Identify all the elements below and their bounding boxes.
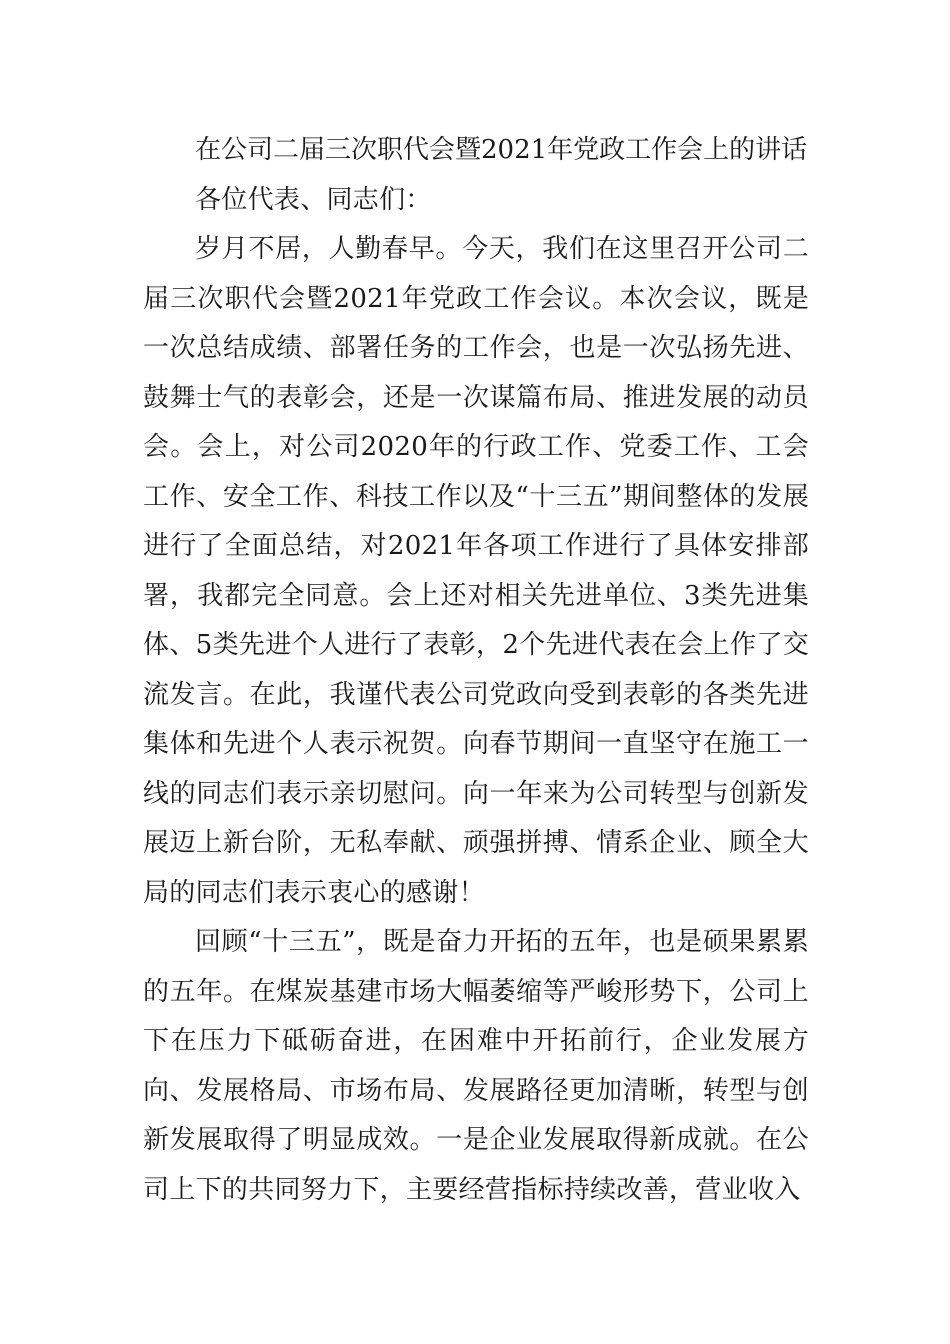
paragraph-review: 回顾“十三五”，既是奋力开拓的五年，也是硕果累累的五年。在煤炭基建市场大幅萎缩等严峻形势下，公司上下在压力下砥砺奋进，在困难中开拓前行，企业发展方向、发展格局、市场布局、发展路径更加清晰，转型与创新发展取得了明显成效。一是企业发展取得新成就。在公司上下的共同努力下，主要经营指标持续改善，营业收入 [143, 927, 809, 1205]
document-body [143, 126, 809, 1215]
paragraph-opening: 岁月不居，人勤春早。今天，我们在这里召开公司二届三次职代会暨2021年党政工作会议。本次会议，既是一次总结成绩、部署任务的工作会，也是一次弘扬先进、鼓舞士气的表彰会，还是一次谋篇布局、推进发展的动员会。会上，对公司2020年的行政工作、党委工作、工会工作、安全工作、科技工作以及“十三五”期间整体的发展进行了全面总结，对2021年各项工作进行了具体安排部署，我都完全同意。会上还对相关先进单位、3类先进集体、5类先进个人进行了表彰，2个先进代表在会上作了交流发言。在此，我谨代表公司党政向受到表彰的各类先进集体和先进个人表示祝贺。向春节期间一直坚守在施工一线的同志们表示亲切慰问。向一年来为公司转型与创新发展迈上新台阶，无私奉献、顽强拼搏、情系企业、顾全大局的同志们表示衷心的感谢！ [143, 234, 809, 908]
document-title: 在公司二届三次职代会暨2021年党政工作会上的讲话 [195, 135, 808, 165]
salutation: 各位代表、同志们： [195, 184, 432, 215]
